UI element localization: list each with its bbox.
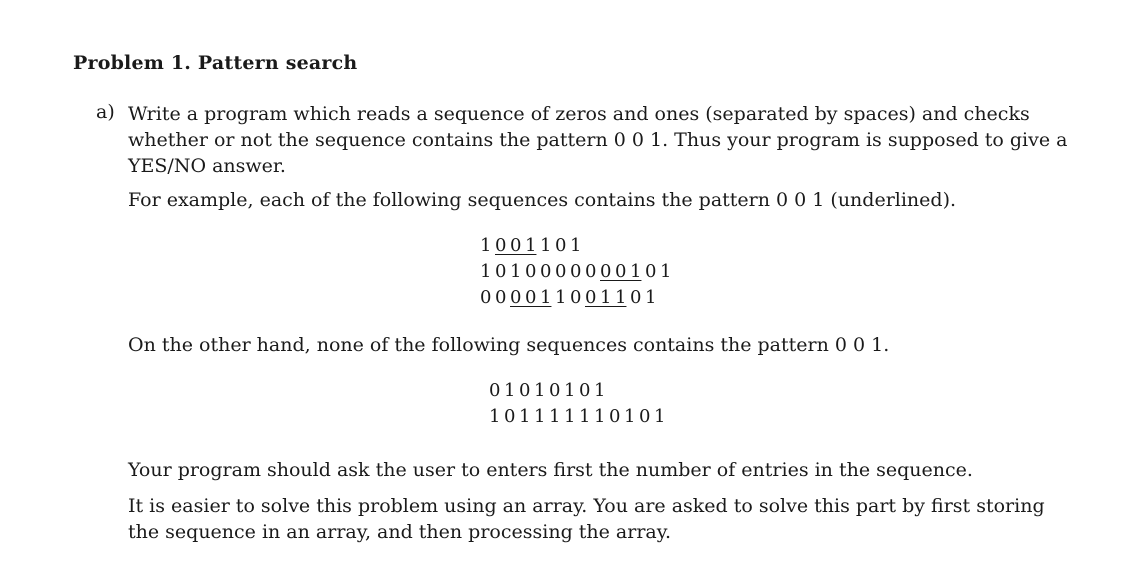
sequence-digit: 1 [594,406,606,427]
sequence-digit: 0 [504,406,516,427]
sequence-digit: 1 [654,406,666,427]
sequence-digit: 0 [549,380,561,401]
sequence-digit: 1 [624,406,636,427]
sequence-digit-underlined: 0 [600,261,612,282]
containing-sequence-2 [480,259,671,285]
sequence-digit-underlined: 0 [510,235,522,256]
sequence-digit: 0 [540,261,552,282]
sequence-digit-underlined: 0 [525,287,537,308]
sequence-digit: 1 [564,406,576,427]
paragraph-input-instruction: Your program should ask the user to enters first the number of entries in the sequence. [128,459,973,481]
paragraph-counterexamples-intro: On the other hand, none of the following sequences contains the pattern 0 0 1. [128,334,890,356]
sequence-digit: 0 [495,287,507,308]
paragraph-task-description: Write a program which reads a sequence of zeros and ones (separated by spaces) and checks whether or not the sequence contains the pattern 0 0 1. Thus your program is supposed to give a YES/NO answer. [128,103,1068,177]
sequence-digit: 1 [564,380,576,401]
sequence-digit: 1 [510,261,522,282]
sequence-digit: 0 [585,261,597,282]
sequence-digit: 0 [639,406,651,427]
paragraph-array-hint: It is easier to solve this problem using an array. You are asked to solve this part by first storing the sequence in an array, and then processing the array. [128,495,1045,543]
sequence-digit: 0 [495,261,507,282]
sequence-digit: 0 [570,261,582,282]
sequence-digit: 1 [555,287,567,308]
sequence-digit: 1 [594,380,606,401]
sequence-digit: 1 [519,406,531,427]
sequence-digit-underlined: 1 [615,287,627,308]
sequence-digit-underlined: 1 [630,261,642,282]
not-containing-sequence-2 [489,404,665,430]
sequence-digit: 0 [525,261,537,282]
sequence-digit: 0 [630,287,642,308]
examples-containing-pattern [480,233,671,311]
sequence-digit: 1 [504,380,516,401]
sequence-digit-underlined: 0 [510,287,522,308]
sequence-digit-underlined: 1 [600,287,612,308]
sequence-digit-underlined: 0 [495,235,507,256]
sequence-digit-underlined: 0 [615,261,627,282]
sequence-digit: 1 [480,261,492,282]
problem-title: Problem 1. Pattern search [73,52,358,74]
sequence-digit: 1 [660,261,672,282]
sequence-digit: 1 [645,287,657,308]
sequence-digit: 0 [555,235,567,256]
sequence-digit: 1 [549,406,561,427]
part-label: a) [96,101,115,123]
sequence-digit: 0 [489,380,501,401]
sequence-digit: 1 [534,380,546,401]
not-containing-sequence-1 [489,378,665,404]
sequence-digit: 1 [570,235,582,256]
sequence-digit: 1 [489,406,501,427]
sequence-digit: 0 [480,287,492,308]
sequence-digit: 1 [480,235,492,256]
sequence-digit: 0 [579,380,591,401]
sequence-digit-underlined: 0 [585,287,597,308]
sequence-digit: 0 [570,287,582,308]
sequence-digit-underlined: 1 [540,287,552,308]
examples-not-containing-pattern [489,378,665,430]
sequence-digit: 1 [579,406,591,427]
sequence-digit: 0 [645,261,657,282]
sequence-digit: 1 [534,406,546,427]
sequence-digit: 0 [519,380,531,401]
sequence-digit: 0 [555,261,567,282]
sequence-digit: 1 [540,235,552,256]
containing-sequence-1 [480,233,671,259]
sequence-digit-underlined: 1 [525,235,537,256]
paragraph-examples-intro: For example, each of the following sequences contains the pattern 0 0 1 (underlined). [128,189,957,211]
sequence-digit: 0 [609,406,621,427]
containing-sequence-3 [480,285,671,311]
